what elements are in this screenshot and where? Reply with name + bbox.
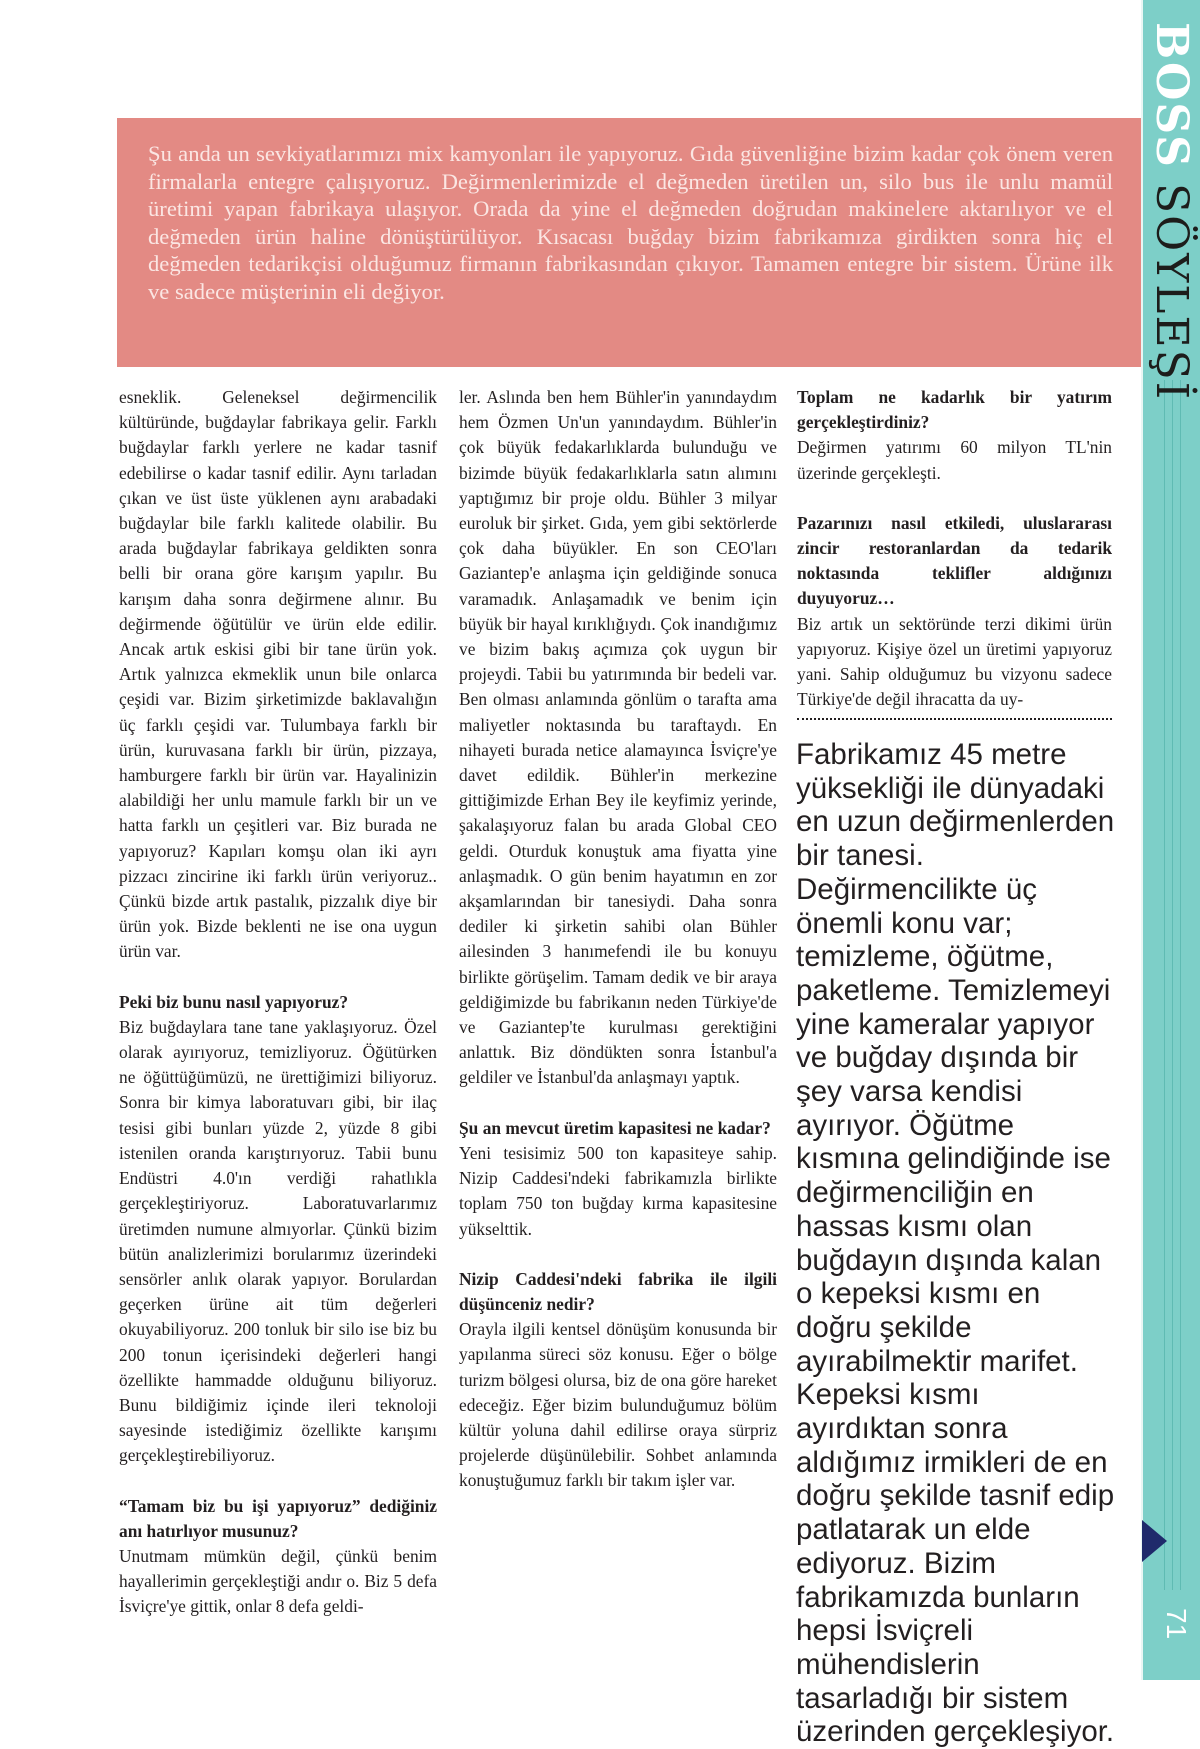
interview-answer: Biz artık un sektöründe terzi dikimi ürün yapıyoruz. Kişiye özel un üretimi yapıyoruz yani. Sahip olduğumuz bu vizyonu sadece Türkiye'de değil ihracatta da uy- bbox=[797, 613, 1112, 710]
pull-quote-text: Şu anda un sevkiyatlarımızı mix kamyonları ile yapıyoruz. Gıda güvenliğine bizim kadar çok önem veren firmalarla entegre çalışıyoruz. Değirmenlerimizde el değmeden üretilen un, silo bus ile unlu mamül üretimi yapan fabrikaya ulaşıyor. Orada da yine el değmeden doğrudan makinelere aktarılıyor ve el değmeden ürün haline dönüştürülüyor. Kısacası buğday bizim fabrikamıza girdikten sonra hiç el değmeden tedarikçisi olduğumuz firmanın fabrikasından çıkıyor. Tamamen entegre bir sistem. Ürüne ilk ve sadece müşterinin eli değiyor. bbox=[148, 141, 1113, 304]
interview-answer: Orayla ilgili kentsel dönüşüm konusunda bir yapılanma süreci söz konusu. Eğer o bölge turizm bölgesi olursa, biz de ona göre hareket edeceğiz. Eğer bizim bulunduğumuz bölüm kültür yoluna dahil edilirse oraya sürpriz projelerde düşünülebilir. Sohbet anlamında konuştuğumuz farklı bir takım işler var. bbox=[459, 1319, 777, 1491]
article-column-1 bbox=[119, 385, 437, 1620]
paragraph: ler. Aslında ben hem Bühler'in yanındaydım hem Özmen Un'un yanındaydım. Bühler'in çok büyük fedakarlıklarda bulunduğu ve bizimde büyük fedakarlıklarla satın alımını yaptığımız bir proje oldu. Bühler 3 milyar euroluk bir şirket. Gıda, yem gibi sektörlerde çok daha büyükler. En son CEO'ları Gaziantep'e anlaşma için geldiğinde sonuca varamadık. Anlaşamadık ve benim için büyük bir hayal kırıklığıydı. Çok inandığımız ve bizim bakış açımıza çok uygun bir projeydi. Tabii bu yatırımında bir bedeli var. Ben olması anlamında gönlüm o tarafta ama maliyetler noktasında bu taraftaydı. En nihayeti burada netice alamayınca İsviçre'ye davet edildik. Bühler'in merkezine gittiğimizde Erhan Bey ile keyfimiz yerinde, şakalaşıyoruz falan bu arada Global CEO geldi. Oturduk konuştuk ama fiyatta yine anlaşmadık. O gün benim hayatımın en zor akşamlarından bir tanesiydi. Daha sonra dediler ki şirketin sahibi olan Bühler ailesinden 3 hanımefendi ile bu konuyu birlikte görüşelim. Tamam dedik ve bir araya geldiğimizde bu fabrikanın neden Türkiye'de ve Gaziantep'te kurulması gerektiğini anlattık. Biz döndükten sonra İstanbul'a geldiler ve İstanbul'da anlaşmayı yaptık. bbox=[459, 387, 777, 1088]
interview-question: Şu an mevcut üretim kapasitesi ne kadar? bbox=[459, 1117, 771, 1138]
interview-answer: Biz buğdaylara tane tane yaklaşıyoruz. Özel olarak ayırıyoruz, temizliyoruz. Öğütürken ne öğüttüğümüzü, ne ürettiğimizi biliyoruz. Sonra bir kimya laboratuvarı gibi, bir ilaç tesisi gibi bunları yüzde 2, yüzde 8 gibi istenilen oranda karıştırıyoruz. Tabii bunu Endüstri 4.0'ın verdiği rahatlıkla gerçekleştiriyoruz. Laboratuvarlarımız üretimden numune almıyorlar. Çünkü bizim bütün analizlerimizi borularımız üzerindeki sensörler anlık olarak yapıyor. Borulardan geçerken ürüne ait tüm değerleri okuyabiliyoruz. 200 tonluk bir silo ise biz bu 200 tonun içerisindeki değerleri hangi özellikte hammadde olduğunu biliyoruz. Bunu bildiğimiz içinde ileri teknoloji sayesinde istediğimiz özellikte karışımı gerçekleştirebiliyoruz. bbox=[119, 1016, 437, 1466]
article-column-2 bbox=[459, 385, 777, 1494]
paragraph: esneklik. Geleneksel değirmencilik kültüründe, buğdaylar fabrikaya gelir. Farklı buğdaylar farklı yerlere ne kadar tasnif edebilirse o kadar tasnif edilir. Aynı tarladan çıkan ve üst üste yüklenen aynı arabadaki buğdaylar bile farklı kalitede olabilir. Bu arada buğdaylar fabrikaya geldikten sonra belli bir orana göre karışım yapılır. Bu karışım daha sonra değirmene alınır. Bu değirmende öğütülür ve ürün elde edilir. Ancak artık eskisi gibi bir tane ürün yok. Artık yalnızca ekmeklik unun bile onlarca çeşidi var. Bizim şirketimizde baklavalığın üç farklı çeşidi var. Tulumbaya farklı bir ürün, kuruvasana farklı bir ürün, pizzaya, hamburgere farklı bir ürün var. Hayalinizin alabildiği her unlu mamule farklı bir un ve hatta farklı un çeşitleri var. Biz burada ne yapıyoruz? Kapıları komşu olan iki ayrı pizzacı zincirine iki farklı ürün veriyoruz.. Çünkü bizde artık pastalık, pizzalık diye bir ürün yok. Bizde beklenti ne ise ona uygun ürün var. bbox=[119, 387, 437, 962]
article-column-3 bbox=[797, 385, 1112, 712]
side-rule-1 bbox=[1164, 380, 1165, 1590]
interview-answer: Unutmam mümkün değil, çünkü benim hayallerimin gerçekleştiği andır o. Biz 5 defa İsviçre'ye gittik, onlar 8 defa geldi- bbox=[119, 1545, 437, 1617]
side-rule-3 bbox=[1180, 380, 1181, 1590]
interview-answer: Yeni tesisimiz 500 ton kapasiteye sahip. Nizip Caddesi'ndeki fabrikamızla birlikte toplam 750 ton buğday kırma kapasitesine yükselttik. bbox=[459, 1142, 777, 1239]
side-bar-divider bbox=[1141, 0, 1143, 1680]
side-rule-2 bbox=[1172, 380, 1173, 1590]
triangle-arrow-icon bbox=[1142, 1520, 1167, 1562]
interview-question: Toplam ne kadarlık bir yatırım gerçekleştirdiniz? bbox=[797, 387, 1112, 433]
page-number: 71 bbox=[1161, 1608, 1192, 1640]
interview-question: Pazarınızı nasıl etkiledi, uluslararası zincir restoranlardan da tedarik noktasında teklifler aldığınızı duyuyoruz… bbox=[797, 512, 1112, 609]
highlight-quote: Fabrikamız 45 metre yüksekliği ile dünyadaki en uzun değirmenlerden bir tanesi. Değirmencilikte üç önemli konu var; temizleme, öğütme, paketleme. Temizlemeyi yine kameralar yapıyor ve buğday dışında bir şey varsa kendisi ayırıyor. Öğütme kısmına gelindiğinde ise değirmenciliğin en hassas kısmı olan buğdayın dışında kalan o kepeksi kısmı en doğru şekilde ayırabilmektir marifet. Kepeksi kısmı ayırdıktan sonra aldığımız irmikleri de en doğru şekilde tasnif edip patlatarak un elde ediyoruz. Bizim fabrikamızda bunların hepsi İsviçreli mühendislerin tasarladığı bir sistem üzerinden gerçekleşiyor. bbox=[796, 738, 1115, 1749]
interview-answer: Değirmen yatırımı 60 milyon TL'nin üzerinde gerçekleşti. bbox=[797, 437, 1112, 483]
dotted-divider bbox=[797, 718, 1112, 720]
section-name: SÖYLEŞİ bbox=[1146, 182, 1197, 402]
brand-name: BOSS bbox=[1146, 22, 1197, 169]
interview-question: Peki biz bunu nasıl yapıyoruz? bbox=[119, 991, 349, 1012]
interview-question: “Tamam biz bu işi yapıyoruz” dediğiniz anı hatırlıyor musunuz? bbox=[119, 1495, 437, 1541]
interview-question: Nizip Caddesi'ndeki fabrika ile ilgili düşünceniz nedir? bbox=[459, 1268, 777, 1314]
section-label bbox=[1145, 22, 1197, 402]
